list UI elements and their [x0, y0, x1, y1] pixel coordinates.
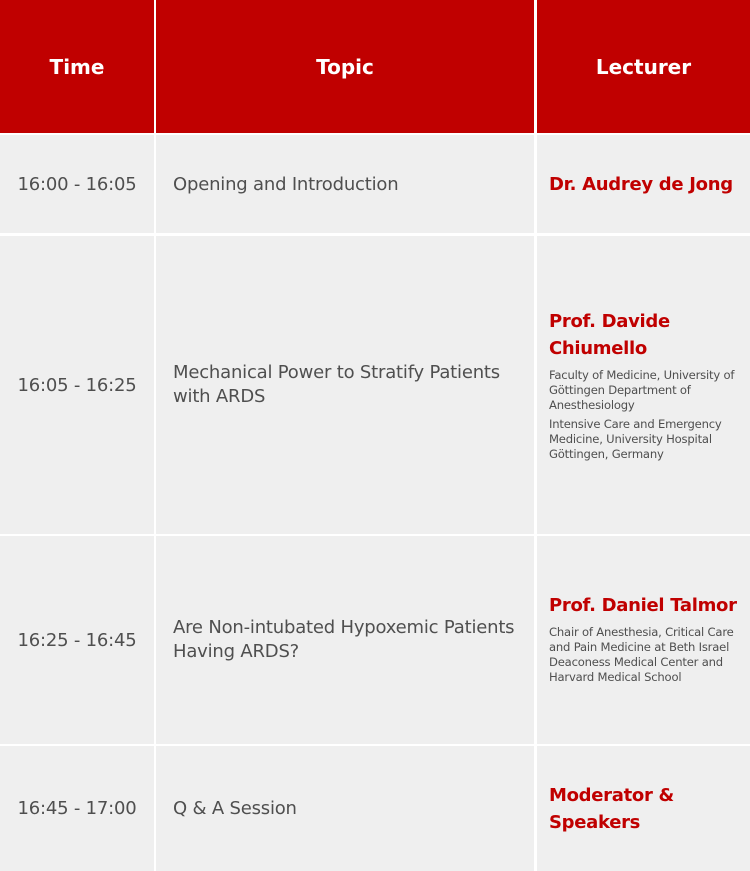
- topic-cell: [156, 746, 534, 871]
- row-divider: [9, 744, 750, 746]
- lecturer-affiliation: Intensive Care and Emergency Medicine, University Hospital Göttingen, Germany: [549, 417, 722, 461]
- header-lecturer-label: Lecturer: [595, 54, 692, 79]
- lecturer-affiliation: Faculty of Medicine, University of Göttingen Department of Anesthesiology: [549, 368, 735, 412]
- row-divider: [0, 233, 750, 235]
- time-text: 16:00 - 16:05: [17, 174, 137, 195]
- topic-text: Q & A Session: [173, 797, 297, 819]
- topic-text: Are Non-intubated Hypoxemic Patients Having ARDS?: [173, 617, 515, 662]
- header-topic: [156, 0, 534, 133]
- time-cell: [0, 135, 154, 234]
- lecturer-cell: [537, 236, 750, 534]
- time-cell: [0, 746, 154, 871]
- topic-text: Opening and Introduction: [173, 173, 399, 195]
- lecturer-cell: [537, 135, 750, 234]
- time-text: 16:25 - 16:45: [17, 629, 137, 651]
- topic-cell: [156, 536, 534, 744]
- lecturer-name: Moderator & Speakers: [549, 784, 674, 833]
- topic-cell: [156, 135, 534, 234]
- time-cell: [0, 536, 154, 744]
- header-lecturer: [537, 0, 750, 133]
- lecturer-name: Prof. Davide Chiumello: [549, 311, 670, 359]
- header-time-label: Time: [49, 54, 105, 79]
- lecturer-name: Dr. Audrey de Jong: [549, 174, 733, 195]
- lecturer-affiliation: Chair of Anesthesia, Critical Care and Pain Medicine at Beth Israel Deaconess Medical Center and Harvard Medical School: [549, 625, 734, 684]
- row-divider: [0, 534, 750, 536]
- lecturer-cell: [537, 746, 750, 871]
- time-cell: [0, 236, 154, 534]
- time-text: 16:45 - 17:00: [17, 798, 137, 819]
- header-topic-label: Topic: [316, 54, 374, 79]
- header-time: [0, 0, 154, 133]
- topic-text: Mechanical Power to Stratify Patients with ARDS: [173, 362, 500, 407]
- time-text: 16:05 - 16:25: [17, 374, 137, 396]
- topic-cell: [156, 236, 534, 534]
- lecturer-cell: [537, 536, 750, 744]
- lecturer-name: Prof. Daniel Talmor: [549, 595, 737, 616]
